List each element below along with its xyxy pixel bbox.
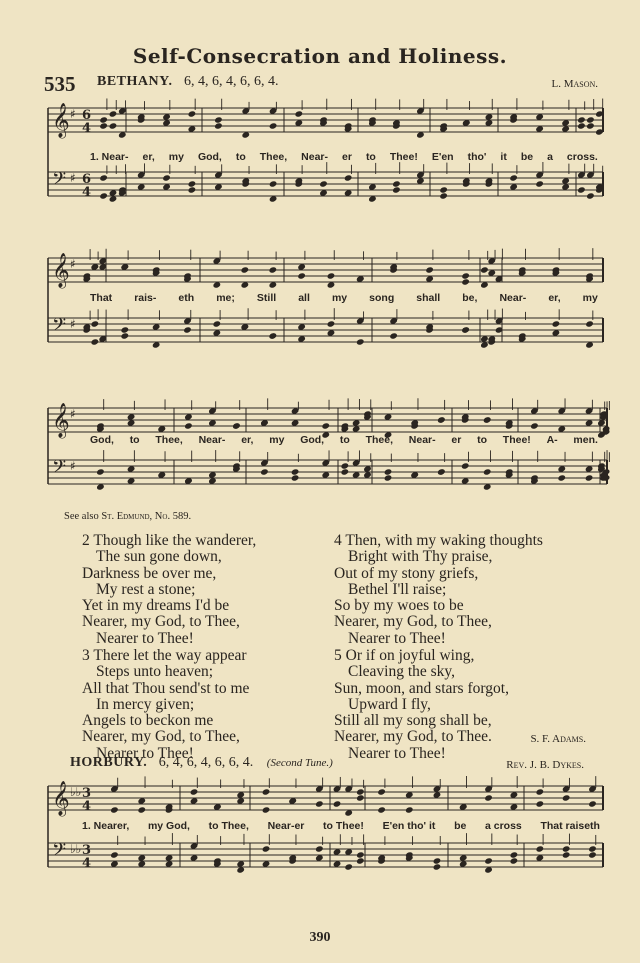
note-head (110, 806, 119, 813)
note-head (509, 174, 518, 181)
lyric-syllable: my (269, 434, 285, 446)
note-head (588, 800, 597, 807)
time-signature-top: 3 (82, 786, 92, 801)
note-head (262, 845, 271, 852)
lyric-syllable: me; (216, 292, 235, 304)
lyrics-line-1 (90, 151, 598, 163)
note-head (269, 122, 278, 129)
key-signature: ♯ (70, 407, 76, 421)
lyric-syllable: Near- (198, 434, 226, 446)
verse-2 (82, 533, 256, 647)
lyric-syllable: to Thee, (208, 820, 249, 832)
note-head (480, 266, 489, 273)
note-head (213, 320, 222, 327)
lyric-syllable: a cross (485, 820, 522, 832)
hymn-number: 535 (44, 72, 76, 96)
second-tune-name: HORBURY. (70, 755, 148, 770)
verse-line: My rest a stone; (96, 580, 196, 598)
note-head (483, 468, 492, 475)
note-head (109, 122, 118, 129)
lyric-syllable: to (235, 151, 246, 163)
note-head (291, 468, 300, 475)
verse-line: Nearer to Thee! (96, 744, 194, 762)
note-head (341, 468, 350, 475)
note-head (344, 174, 353, 181)
note-head (341, 462, 350, 469)
verse-line: Out of my stony griefs, (334, 564, 479, 582)
note-head (99, 174, 108, 181)
verse-line: In mercy given; (96, 695, 195, 713)
second-tune-note: (Second Tune.) (266, 757, 333, 769)
note-head (577, 122, 586, 129)
lyric-syllable: to Thee! (323, 820, 364, 832)
note-head (586, 192, 595, 199)
note-head (562, 845, 571, 852)
note-head (536, 800, 545, 807)
lyric-syllable: er, (548, 292, 561, 304)
note-head (321, 422, 330, 429)
time-signature-top: 6 (82, 108, 92, 123)
key-signature: ♭♭ (70, 842, 82, 856)
lyric-syllable: it (500, 151, 507, 163)
section-title: Self-Consecration and Holiness. (132, 44, 508, 68)
note-head (295, 110, 304, 117)
verse-3 (82, 648, 249, 762)
page-number: 390 (309, 930, 331, 945)
lyric-syllable: be (454, 820, 467, 832)
time-signature-bottom: 4 (82, 121, 92, 136)
lyric-syllable: a (547, 151, 553, 163)
verse-line: Nearer, my God, to Thee, (334, 613, 492, 631)
note-head (291, 474, 300, 481)
verse-line: All that Thou send'st to me (82, 679, 250, 697)
time-signature-top: 6 (82, 172, 92, 187)
lyric-syllable: Thee, (155, 434, 183, 446)
lyric-syllable: Thee! (389, 151, 418, 163)
note-head (384, 474, 393, 481)
note-head (377, 788, 386, 795)
verse-line: So by my woes to be (334, 597, 464, 615)
composer: L. Mason. (551, 78, 598, 90)
note-head (269, 332, 278, 339)
note-head (91, 320, 100, 327)
lyric-syllable: er, (241, 434, 254, 446)
note-head (461, 462, 470, 469)
bass-clef-icon: 𝄢 (52, 840, 67, 865)
lyric-syllable: my God, (147, 820, 190, 832)
key-signature: ♯ (70, 459, 76, 473)
note-head (162, 174, 171, 181)
lyric-syllable: 1. Nearer, (82, 820, 130, 832)
verse-line: Cleaving the sky, (348, 663, 456, 681)
note-head (269, 266, 278, 273)
note-head (184, 422, 193, 429)
note-head (214, 122, 223, 129)
bass-clef-icon: 𝄢 (52, 169, 67, 194)
lyric-syllable: er (451, 434, 462, 446)
verse-line: Angels to beckon me (82, 712, 214, 730)
note-head (484, 794, 493, 801)
note-head (536, 788, 545, 795)
lyric-syllable: Thee! (502, 434, 531, 446)
note-head (260, 468, 269, 475)
note-head (344, 863, 353, 870)
note-head (232, 422, 241, 429)
note-head (262, 788, 271, 795)
note-head (241, 266, 250, 273)
note-head (269, 180, 278, 187)
verse-line: 5 Or if on joyful wing, (334, 647, 475, 664)
key-signature: ♭♭ (70, 785, 82, 799)
note-head (91, 338, 100, 345)
lyric-syllable: men. (573, 434, 598, 446)
verse-line: Nearer, my God, to Thee, (82, 728, 240, 746)
note-head (319, 180, 328, 187)
note-head (588, 851, 597, 858)
note-head (356, 851, 365, 858)
key-signature: ♯ (70, 317, 76, 331)
note-head (536, 845, 545, 852)
note-head (588, 845, 597, 852)
note-head (562, 794, 571, 801)
key-signature: ♯ (70, 171, 76, 185)
note-head (356, 857, 365, 864)
second-tune-meter: 6, 4, 6, 4, 6, 6, 4. (158, 755, 254, 770)
note-head (461, 278, 470, 285)
lyric-syllable: my (331, 292, 348, 304)
treble-clef-icon: 𝄞 (52, 781, 70, 816)
note-head (585, 320, 594, 327)
lyric-syllable: Thee, (259, 151, 288, 163)
lyric-syllable: A- (546, 434, 558, 446)
verse-line: Nearer to Thee! (348, 629, 446, 647)
note-head (121, 326, 130, 333)
second-tune-lyrics (82, 820, 600, 832)
author: S. F. Adams. (530, 733, 586, 745)
note-head (530, 422, 539, 429)
lyrics-line-2 (90, 292, 598, 304)
lyric-syllable: er, (142, 151, 155, 163)
note-head (384, 468, 393, 475)
lyrics-line-3 (90, 434, 598, 446)
note-head (586, 122, 595, 129)
verse-5 (334, 648, 509, 762)
note-head (392, 180, 401, 187)
verse-line: Sun, moon, and stars forgot, (334, 679, 509, 697)
note-head (461, 272, 470, 279)
lyric-syllable: Near-er (267, 820, 305, 832)
note-head (183, 326, 192, 333)
treble-clef-icon: 𝄞 (52, 253, 70, 288)
lyric-syllable: to (339, 434, 350, 446)
second-tune-heading (70, 755, 333, 771)
bass-clef-icon: 𝄢 (52, 457, 67, 482)
note-head (437, 468, 446, 475)
lyric-syllable: all (298, 292, 310, 304)
treble-clef-icon: 𝄞 (52, 103, 70, 138)
note-head (315, 800, 324, 807)
verse-line: 2 Though like the wanderer, (82, 532, 257, 549)
lyric-syllable: to (477, 434, 488, 446)
note-head (535, 180, 544, 187)
tune-name: BETHANY. (97, 74, 173, 89)
time-signature-bottom: 4 (82, 799, 92, 814)
note-head (577, 186, 586, 193)
note-head (433, 863, 442, 870)
lyric-syllable: song (369, 292, 395, 304)
note-head (109, 110, 118, 117)
note-head (327, 320, 336, 327)
lyric-syllable: be, (462, 292, 478, 304)
verse-line: Steps unto heaven; (96, 663, 214, 681)
lyric-syllable: Near- (301, 151, 329, 163)
note-head (425, 266, 434, 273)
lyric-syllable: That raiseth (540, 820, 600, 832)
lyric-syllable: Still (256, 292, 277, 304)
note-head (356, 788, 365, 795)
note-head (585, 474, 594, 481)
note-head (586, 116, 595, 123)
lyric-syllable: tho' (467, 151, 487, 163)
note-head (439, 186, 448, 193)
note-head (315, 845, 324, 852)
note-head (510, 851, 519, 858)
note-head (333, 800, 342, 807)
verse-4 (334, 533, 543, 647)
verse-line: Bright with Thy praise, (348, 548, 493, 566)
note-head (188, 110, 197, 117)
note-head (190, 788, 199, 795)
lyric-syllable: er (342, 151, 352, 163)
note-head (433, 857, 442, 864)
note-head (483, 416, 492, 423)
verse-line: Nearer to Thee! (96, 629, 194, 647)
verse-line: 4 Then, with my waking thoughts (334, 532, 543, 549)
note-head (96, 468, 105, 475)
lyric-syllable: shall (416, 292, 441, 304)
bass-clef-icon: 𝄢 (52, 315, 67, 340)
key-signature: ♯ (70, 257, 76, 271)
verse-line: Nearer, my God, to Thee. (334, 728, 492, 746)
lyric-syllable: That (90, 292, 113, 304)
note-head (562, 851, 571, 858)
note-head (577, 116, 586, 123)
lyric-syllable: cross. (566, 151, 598, 163)
note-head (510, 857, 519, 864)
note-head (552, 320, 561, 327)
note-head (188, 186, 197, 193)
lyric-syllable: eth (178, 292, 195, 304)
tune-meter: 6, 4, 6, 4, 6, 6, 4. (183, 74, 279, 89)
lyric-syllable: to (129, 434, 140, 446)
verse-line: Darkness be over me, (82, 564, 217, 582)
verse-line: Upward I fly, (348, 695, 431, 713)
note-head (356, 338, 365, 345)
lyric-syllable: to (365, 151, 376, 163)
note-head (297, 272, 306, 279)
lyric-syllable: 1. Near- (90, 151, 129, 163)
note-head (110, 851, 119, 858)
treble-clef-icon: 𝄞 (52, 403, 70, 438)
lyric-syllable: God, (300, 434, 325, 446)
note-head (405, 806, 414, 813)
note-head (262, 806, 271, 813)
time-signature-bottom: 4 (82, 185, 92, 200)
key-signature: ♯ (70, 107, 76, 121)
lyric-syllable: E'en (431, 151, 454, 163)
time-signature-top: 3 (82, 843, 92, 858)
lyric-syllable: Thee, (365, 434, 393, 446)
note-head (99, 122, 108, 129)
lyric-syllable: E'en tho' it (382, 820, 436, 832)
verse-line: Nearer, my God, to Thee, (82, 613, 240, 631)
note-head (99, 192, 108, 199)
note-head (214, 116, 223, 123)
note-head (557, 474, 566, 481)
note-head (439, 192, 448, 199)
lyric-syllable: Near- (408, 434, 436, 446)
note-head (327, 272, 336, 279)
note-head (484, 857, 493, 864)
note-head (437, 416, 446, 423)
lyric-syllable: my (582, 292, 598, 304)
lyric-syllable: God, (90, 434, 114, 446)
lyric-syllable: rais- (134, 292, 157, 304)
lyric-syllable: be (520, 151, 534, 163)
note-head (188, 180, 197, 187)
note-head (392, 186, 401, 193)
see-also-note: See also St. Edmund, No. 589. (64, 511, 192, 522)
note-head (121, 332, 130, 339)
note-head (99, 116, 108, 123)
note-head (137, 806, 146, 813)
verse-line: The sun gone down, (96, 548, 222, 566)
lyric-syllable: God, (197, 151, 222, 163)
lyric-syllable: Near- (499, 292, 527, 304)
note-head (389, 332, 398, 339)
verse-line: Nearer to Thee! (348, 744, 446, 762)
verse-line: Bethel I'll raise; (348, 580, 447, 598)
verse-line: Still all my song shall be, (334, 712, 492, 730)
note-head (356, 794, 365, 801)
verse-line: Yet in my dreams I'd be (82, 597, 230, 615)
time-signature-bottom: 4 (82, 856, 92, 871)
second-tune-composer: Rev. J. B. Dykes. (506, 759, 584, 771)
note-head (461, 326, 470, 333)
verse-line: 3 There let the way appear (82, 647, 247, 664)
note-head (377, 806, 386, 813)
lyric-syllable: my (168, 151, 184, 163)
